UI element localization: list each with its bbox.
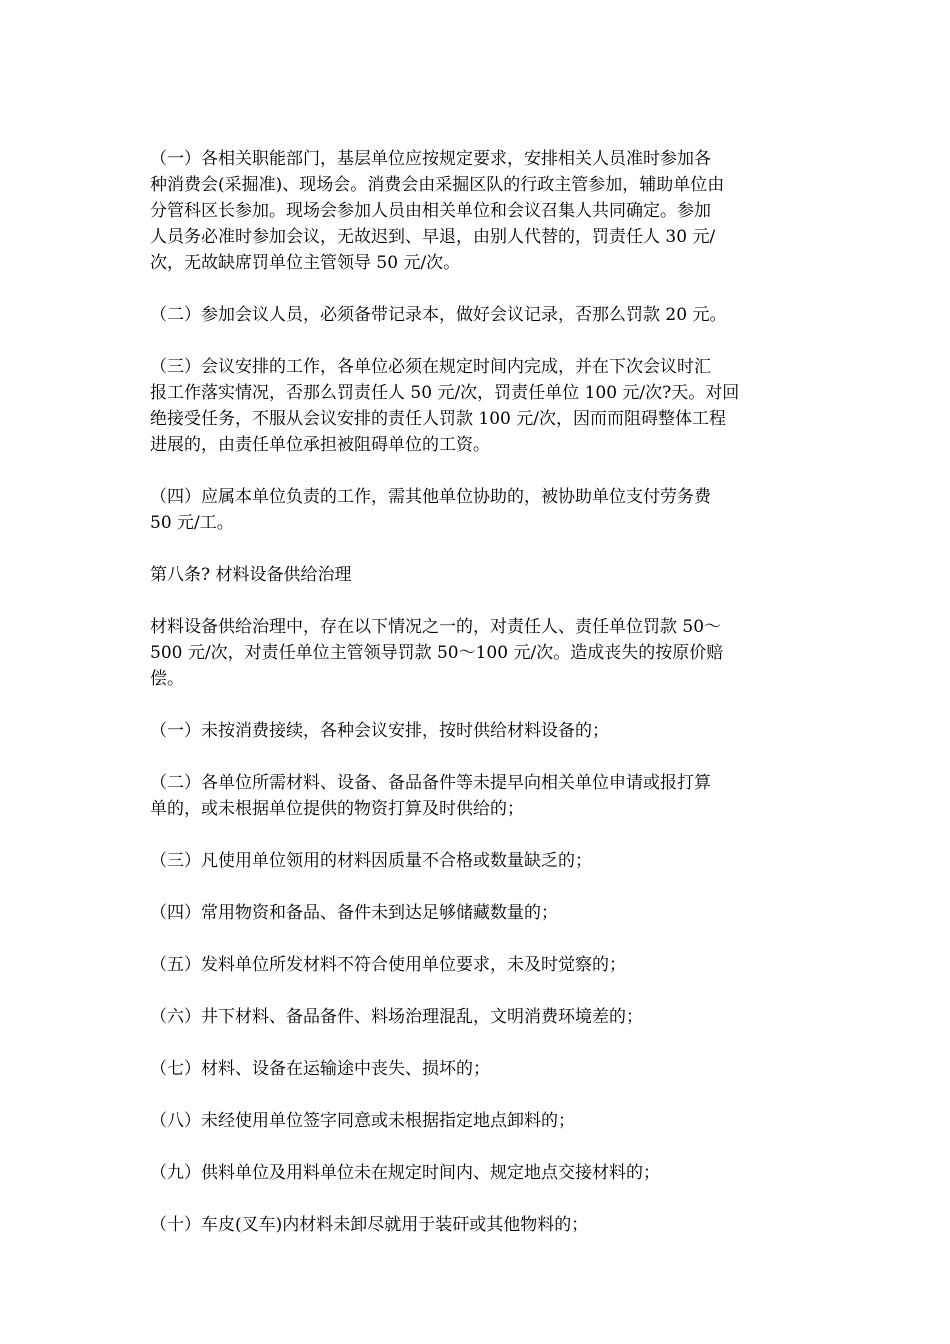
list-item-2 [150, 770, 800, 822]
paragraph-line: 第八条? 材料设备供给治理 [150, 565, 352, 585]
paragraph-line: 次，无故缺席罚单位主管领导 50 元/次。 [150, 253, 461, 273]
list-item-6 [150, 1004, 800, 1030]
paragraph-item-1 [150, 146, 800, 276]
paragraph-item-3 [150, 354, 800, 458]
paragraph-line: （三）会议安排的工作，各单位必须在规定时间内完成，并在下次会议时汇 [150, 357, 711, 377]
list-item-4 [150, 900, 800, 926]
paragraph-line: （四）常用物资和备品、备件未到达足够储藏数量的； [150, 903, 558, 923]
paragraph-line: （六）井下材料、备品备件、料场治理混乱，文明消费环境差的； [150, 1007, 643, 1027]
paragraph-line: 500 元/次，对责任单位主管领导罚款 50～100 元/次。造成丧失的按原价赔 [150, 643, 724, 663]
list-item-9 [150, 1160, 800, 1186]
paragraph-line: 绝接受任务，不服从会议安排的责任人罚款 100 元/次，因而而阻碍整体工程 [150, 409, 726, 429]
paragraph-line: （一）各相关职能部门，基层单位应按规定要求，安排相关人员准时参加各 [150, 149, 711, 169]
paragraph-item-2 [150, 302, 800, 328]
paragraph-line: 进展的，由责任单位承担被阻碍单位的工资。 [150, 435, 490, 455]
paragraph-line: 偿。 [150, 669, 184, 689]
paragraph-line: （七）材料、设备在运输途中丧失、损坏的； [150, 1059, 490, 1079]
list-item-10 [150, 1212, 800, 1238]
paragraph-line: 报工作落实情况，否那么罚责任人 50 元/次，罚责任单位 100 元/次?天。对回 [150, 383, 740, 403]
article-heading [150, 562, 800, 588]
paragraph-line: （二）参加会议人员，必须备带记录本，做好会议记录，否那么罚款 20 元。 [150, 305, 727, 325]
paragraph-line: （一）未按消费接续，各种会议安排，按时供给材料设备的； [150, 721, 609, 741]
paragraph-line: （八）未经使用单位签字同意或未根据指定地点卸料的； [150, 1111, 575, 1131]
paragraph-line: （五）发料单位所发材料不符合使用单位要求，未及时觉察的； [150, 955, 626, 975]
paragraph-item-4 [150, 484, 800, 536]
list-item-5 [150, 952, 800, 978]
document-page [150, 146, 800, 1238]
paragraph-line: 分管科区长参加。现场会参加人员由相关单位和会议召集人共同确定。参加 [150, 201, 711, 221]
paragraph-line: 种消费会(采掘准)、现场会。消费会由采掘区队的行政主管参加，辅助单位由 [150, 175, 725, 195]
paragraph-line: （十）车皮(叉车)内材料未卸尽就用于装矸或其他物料的； [150, 1215, 589, 1235]
list-item-7 [150, 1056, 800, 1082]
list-item-1 [150, 718, 800, 744]
paragraph-line: （三）凡使用单位领用的材料因质量不合格或数量缺乏的； [150, 851, 592, 871]
paragraph-line: 材料设备供给治理中，存在以下情况之一的，对责任人、责任单位罚款 50～ [150, 617, 722, 637]
paragraph-line: （二）各单位所需材料、设备、备品备件等未提早向相关单位申请或报打算 [150, 773, 711, 793]
list-item-8 [150, 1108, 800, 1134]
paragraph-line: （四）应属本单位负责的工作，需其他单位协助的，被协助单位支付劳务费 [150, 487, 711, 507]
paragraph-line: 人员务必准时参加会议，无故迟到、早退，由别人代替的，罚责任人 30 元/ [150, 227, 716, 247]
paragraph-line: （九）供料单位及用料单位未在规定时间内、规定地点交接材料的； [150, 1163, 660, 1183]
paragraph-line: 单的，或未根据单位提供的物资打算及时供给的； [150, 799, 524, 819]
paragraph-line: 50 元/工。 [150, 513, 234, 533]
article-intro-paragraph [150, 614, 800, 692]
list-item-3 [150, 848, 800, 874]
